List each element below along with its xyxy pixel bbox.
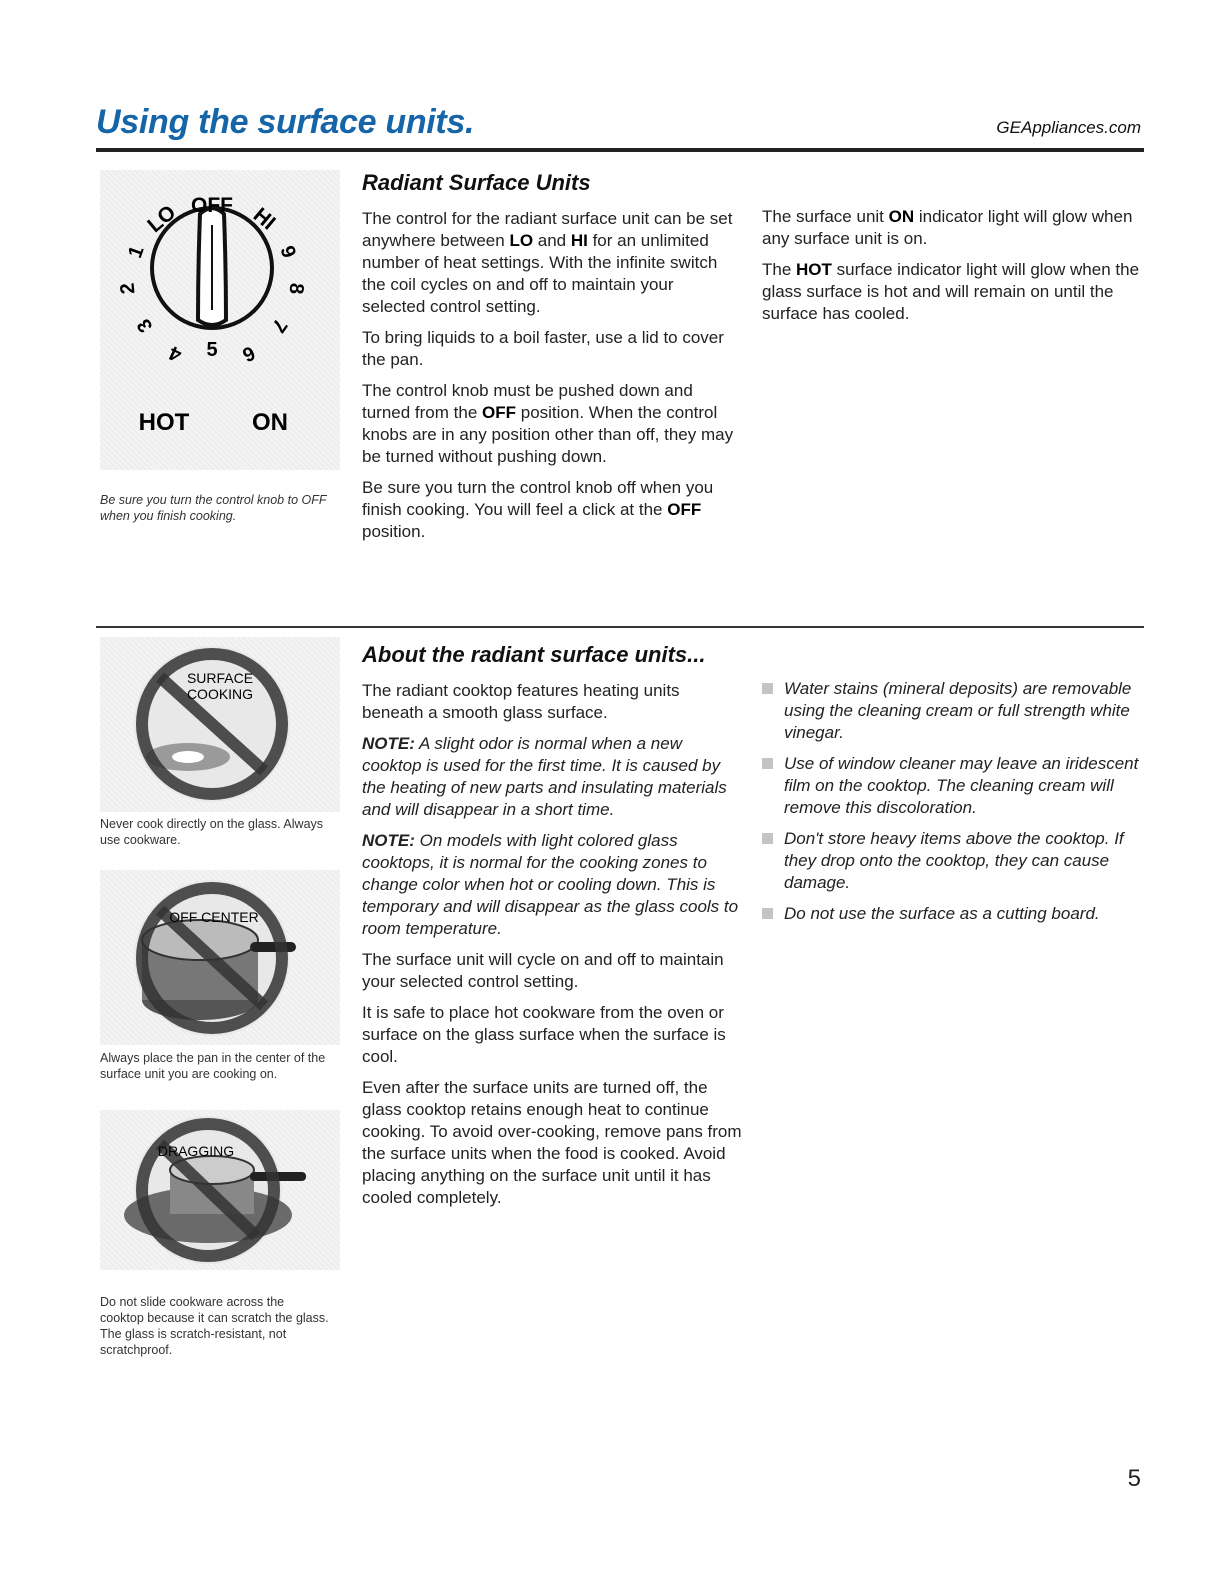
radiant-heading: Radiant Surface Units xyxy=(362,170,591,195)
radiant-paragraph-2: To bring liquids to a boil faster, use a lid to cover the pan. xyxy=(362,328,724,369)
knob-label-5: 5 xyxy=(206,339,218,361)
dragging-label: DRAGGING xyxy=(157,1143,235,1159)
square-bullet-icon xyxy=(762,758,773,769)
about-paragraph-2: The surface unit will cycle on and off to maintain your selected control setting. xyxy=(362,950,724,991)
list-item: Don't store heavy items above the cooktop. If they drop onto the cooktop, they can cause damage. xyxy=(762,828,1144,894)
list-item: Do not use the surface as a cutting board. xyxy=(762,903,1144,925)
knob-label-4: 4 xyxy=(165,341,186,366)
knob-label-lo: LO xyxy=(143,200,181,238)
square-bullet-icon xyxy=(762,683,773,694)
knob-label-3: 3 xyxy=(132,314,158,337)
hot-indicator-label: HOT xyxy=(138,409,190,436)
section-divider xyxy=(96,626,1144,628)
knob-label-2: 2 xyxy=(116,282,140,296)
page-title: Using the surface units. xyxy=(96,103,475,141)
surface-cooking-caption: Never cook directly on the glass. Always use cookware. xyxy=(100,817,324,847)
off-center-figure xyxy=(100,870,340,1045)
about-column xyxy=(362,642,742,1218)
dragging-figure xyxy=(100,1110,340,1270)
indicator-paragraph-2: The HOT surface indicator light will glow when the glass surface is hot and will remain on until the surface has cooled. xyxy=(762,260,1140,323)
knob-label-1: 1 xyxy=(124,242,149,261)
list-item: Use of window cleaner may leave an iridescent film on the cooktop. The cleaning cream will remove this discoloration. xyxy=(762,753,1144,819)
surface-cooking-figure xyxy=(100,637,340,812)
header-rule xyxy=(96,148,1144,152)
about-note-2: NOTE: On models with light colored glass cooktops, it is normal for the cooking zones to change color when hot or cooling down. This is temporary and will disappear as the glass cools to room temperature. xyxy=(362,831,739,938)
surface-cooking-label-1: SURFACE xyxy=(186,670,254,686)
knob-label-9: 9 xyxy=(275,242,300,261)
indicator-column xyxy=(762,206,1142,334)
about-heading: About the radiant surface units... xyxy=(362,642,706,667)
off-center-label: OFF CENTER xyxy=(169,909,259,925)
dragging-illustration xyxy=(100,1110,340,1270)
radiant-paragraph-4: Be sure you turn the control knob off when you finish cooking. You will feel a click at the OFF position. xyxy=(362,478,714,541)
knob-label-6: 6 xyxy=(238,341,259,366)
knob-label-7: 7 xyxy=(266,314,292,337)
knob-label-hi: HI xyxy=(248,203,280,235)
surface-cooking-illustration xyxy=(100,637,340,812)
knob-label-8: 8 xyxy=(284,282,308,296)
dragging-caption: Do not slide cookware across the cooktop because it can scratch the glass. The glass is scratch-resistant, not scratchproof. xyxy=(100,1295,329,1357)
surface-cooking-label-2: COOKING xyxy=(186,686,254,702)
off-center-illustration xyxy=(100,870,340,1045)
care-tips-list xyxy=(762,678,1144,925)
pot-handle xyxy=(250,942,296,952)
square-bullet-icon xyxy=(762,908,773,919)
indicator-paragraph-1: The surface unit ON indicator light will glow when any surface unit is on. xyxy=(762,207,1133,248)
knob-figure xyxy=(100,170,340,470)
about-paragraph-1: The radiant cooktop features heating units beneath a smooth glass surface. xyxy=(362,681,680,722)
care-tips-column xyxy=(762,678,1144,934)
radiant-column xyxy=(362,170,737,552)
list-item: Water stains (mineral deposits) are removable using the cleaning cream or full strength white vinegar. xyxy=(762,678,1144,744)
about-paragraph-3: It is safe to place hot cookware from the oven or surface on the glass surface when the surface is cool. xyxy=(362,1003,726,1066)
about-paragraph-4: Even after the surface units are turned off, the glass cooktop retains enough heat to continue cooking. To avoid over-cooking, remove pans from the surface units when the food is cooked. Avoid placing anything on the surface unit until it has cooled completely. xyxy=(362,1078,742,1207)
on-indicator-label: ON xyxy=(252,409,288,436)
off-center-caption: Always place the pan in the center of the surface unit you are cooking on. xyxy=(100,1051,326,1081)
knob-caption: Be sure you turn the control knob to OFF when you finish cooking. xyxy=(100,493,327,523)
page-number: 5 xyxy=(1127,1465,1141,1492)
square-bullet-icon xyxy=(762,833,773,844)
radiant-paragraph-3: The control knob must be pushed down and turned from the OFF position. When the control knobs are in any position other than off, they may be turned without pushing down. xyxy=(362,381,734,466)
radiant-paragraph-1: The control for the radiant surface unit can be set anywhere between LO and HI for an unlimited number of heat settings. With the infinite switch the coil cycles on and off to maintain your selected control setting. xyxy=(362,209,733,316)
about-note-1: NOTE: A slight odor is normal when a new cooktop is used for the first time. It is caused by the heating of new parts and insulating materials and will disappear in a short time. xyxy=(362,734,727,819)
control-knob-illustration xyxy=(100,170,340,470)
website-url: GEAppliances.com xyxy=(996,118,1141,137)
knob-label-off: OFF xyxy=(191,194,233,217)
